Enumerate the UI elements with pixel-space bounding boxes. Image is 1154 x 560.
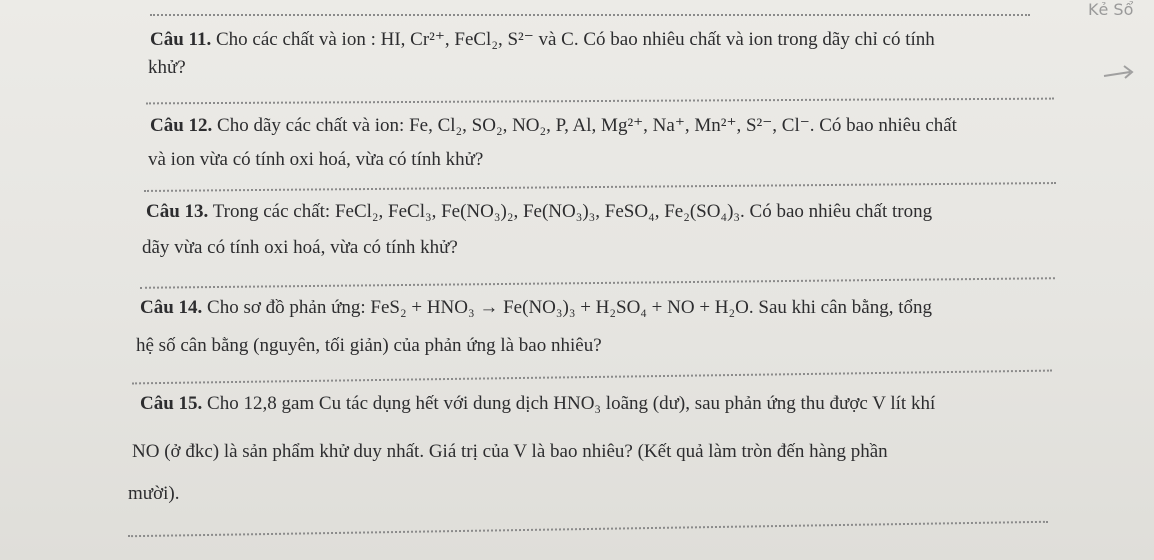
question-text: khử? — [148, 57, 186, 78]
question-number: Câu 14. — [140, 297, 203, 318]
margin-arrow-scribble — [1100, 58, 1140, 92]
question-number: Câu 11. — [150, 29, 212, 50]
question-text: Cho sơ đồ phản ứng: FeS₂ + HNO₃ → Fe(NO₃)₃ + H₂SO₄ + NO + H₂O. Sau khi cân bằng, tổng — [207, 297, 932, 318]
question-15-line-1 — [140, 384, 935, 424]
question-text: Cho 12,8 gam Cu tác dụng hết với dung dịch HNO₃ loãng (dư), sau phản ứng thu được V lít khí — [207, 393, 936, 414]
question-13-line-2 — [142, 228, 458, 268]
question-text: dãy vừa có tính oxi hoá, vừa có tính khử? — [142, 237, 458, 258]
question-text: Trong các chất: FeCl₂, FeCl₃, Fe(NO₃)₂, Fe(NO₃)₃, FeSO₄, Fe₂(SO₄)₃. Có bao nhiêu chất trong — [212, 201, 933, 222]
question-number: Câu 15. — [140, 393, 203, 414]
question-11-line-1 — [150, 20, 935, 60]
question-number: Câu 12. — [150, 115, 213, 136]
answer-line — [132, 370, 1052, 385]
question-text: mười). — [128, 483, 180, 504]
question-15-line-3 — [128, 474, 179, 514]
answer-line — [146, 98, 1054, 105]
question-12-line-2 — [148, 140, 483, 180]
answer-line — [150, 14, 1030, 16]
question-text: hệ số cân bằng (nguyên, tối giản) của phản ứng là bao nhiêu? — [136, 335, 602, 356]
question-text: NO (ở đkc) là sản phẩm khử duy nhất. Giá trị của V là bao nhiêu? (Kết quả làm tròn đến hàng phần — [132, 441, 888, 462]
question-number: Câu 13. — [146, 201, 209, 222]
margin-note: Kẻ Sổ — [1088, 0, 1134, 19]
answer-line — [144, 182, 1056, 192]
question-text: và ion vừa có tính oxi hoá, vừa có tính khử? — [148, 149, 484, 170]
question-11-line-2 — [148, 48, 186, 88]
question-13-line-1 — [146, 192, 932, 232]
question-text: Cho dãy các chất và ion: Fe, Cl₂, SO₂, NO₂, P, Al, Mg²⁺, Na⁺, Mn²⁺, S²⁻, Cl⁻. Có bao nhiêu chất — [217, 115, 957, 136]
answer-line — [128, 521, 1048, 537]
question-15-line-2 — [132, 432, 888, 472]
question-14-line-2 — [136, 326, 602, 366]
question-14-line-1 — [140, 288, 932, 328]
arrow-scribble-icon — [1100, 58, 1140, 88]
question-text: Cho các chất và ion : HI, Cr²⁺, FeCl₂, S²⁻ và C. Có bao nhiêu chất và ion trong dãy chỉ có tính — [216, 29, 935, 50]
